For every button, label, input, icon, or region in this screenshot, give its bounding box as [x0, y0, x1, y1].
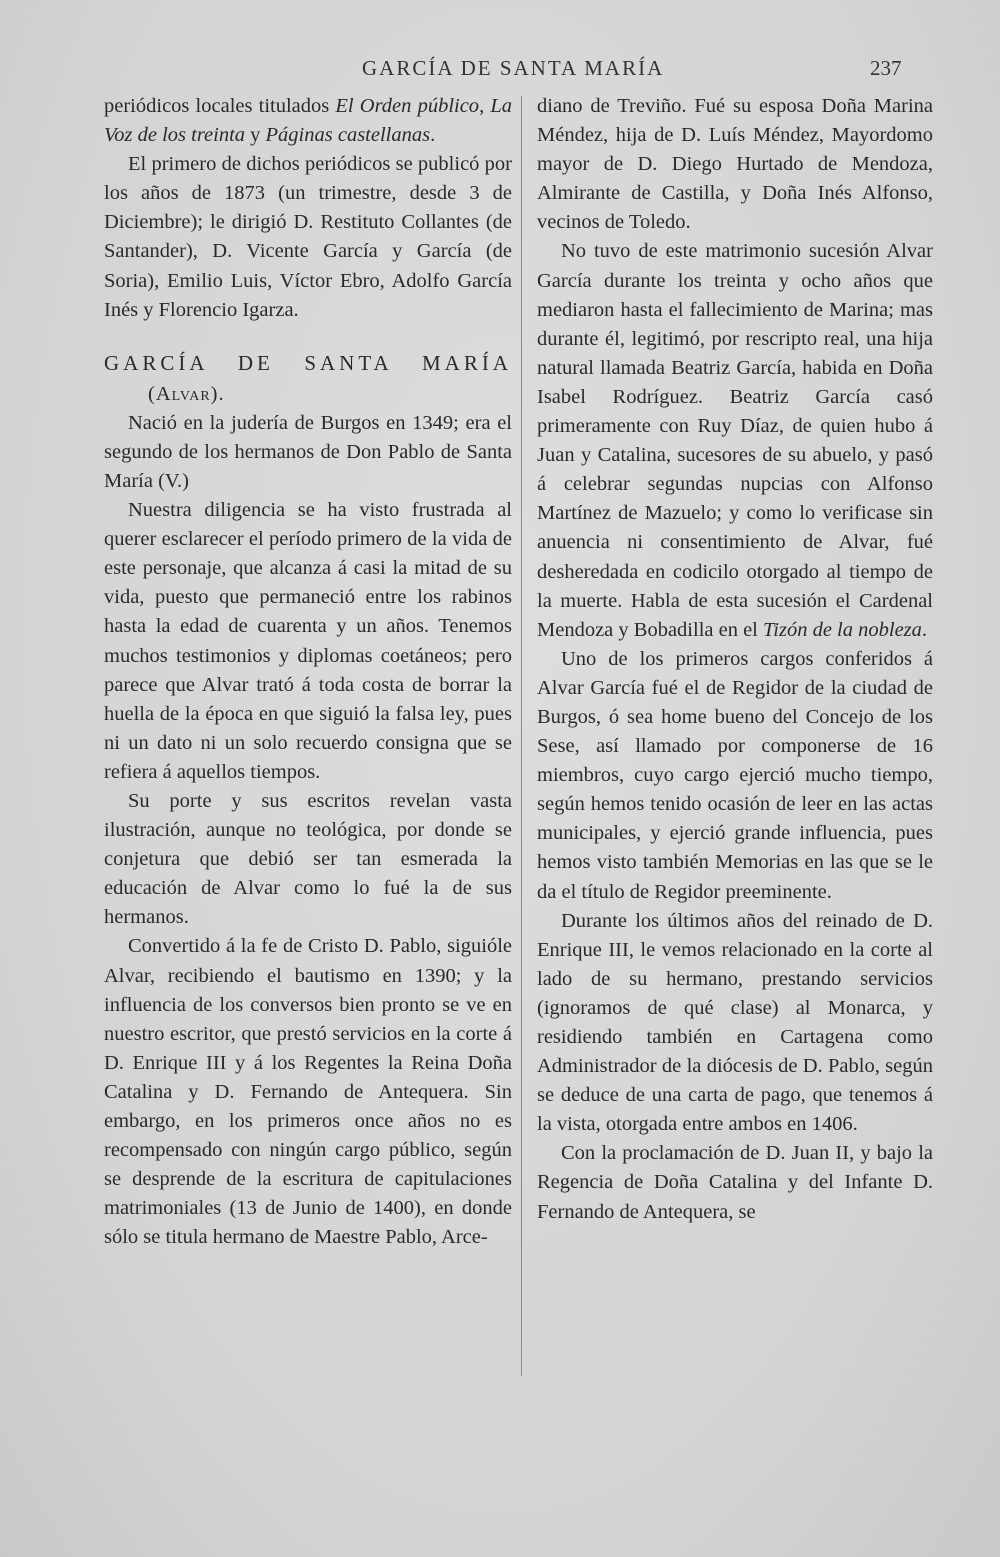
- text-run: No tuvo de este matrimonio sucesión Alvar García durante los treinta y ocho años que mediaron hasta el fallecimiento de Marina; mas durante él, legitimó, por rescripto real, una hija natural llamada Beatriz García, habida en Doña Isabel Rodríguez. Beatriz García casó primeramente con Ruy Díaz, de quien hubo á Juan y Catalina, sucesores de su abuelo, y pasó á celebrar segundas nupcias con Alfonso Martínez de Mazuelo; y como lo verificase sin anuencia ni consentimiento de Alvar, fué desheredada en codicilo otorgado al tiempo de la muerte. Habla de esta sucesión el Cardenal Mendoza y Bobadilla en el: [537, 240, 933, 641]
- text-run: .: [921, 618, 928, 641]
- paragraph: Su porte y sus escritos revelan vasta ilustración, aunque no teológica, por donde se conjetura que debió ser tan esmerada la educación de Alvar como lo fué la de sus hermanos.: [104, 789, 512, 929]
- running-head: [0, 56, 1000, 86]
- paragraph: El primero de dichos periódicos se publicó por los años de 1873 (un trimestre, desde 3 de Diciembre); le dirigió D. Restituto Collantes (de Santander), D. Vicente García y García (de Soria), Emilio Luis, Víctor Ebro, Adolfo García Inés y Florencio Igarza.: [104, 153, 512, 321]
- entry-name: Alvar: [155, 382, 211, 405]
- right-column: [537, 92, 933, 1227]
- paren-close: ).: [210, 382, 225, 405]
- paragraph: Convertido á la fe de Cristo D. Pablo, siguióle Alvar, recibiendo el bautismo en 1390; y la influencia de los conversos bien pronto se ve en nuestro escritor, que prestó servicios en la corte á D. Enrique III y á los Regentes la Reina Doña Catalina y D. Fernando de Antequera. Sin embargo, en los primeros once años no es recompensado con ningún cargo público, según se desprende de la escritura de capitulaciones matrimoniales (13 de Junio de 1400), en donde sólo se titula hermano de Maestre Pablo, Arce-: [104, 935, 512, 1249]
- periodical-title: El Orden público: [335, 95, 480, 117]
- paren-open: (: [148, 382, 156, 405]
- periodical-title: La Voz de los treinta: [104, 95, 513, 147]
- paragraph-continuation: diano de Treviño. Fué su esposa Doña Marina Méndez, hija de D. Luís Méndez, Mayordomo mayor de D. Diego Hurtado de Mendoza, Almirante de Castilla, y Doña Inés Alfonso, vecinos de Toledo.: [537, 95, 933, 234]
- book-title: Tizón de la nobleza: [763, 618, 922, 641]
- text-run: ,: [479, 95, 491, 117]
- entry-subheading: [148, 379, 512, 409]
- entry-heading: GARCÍA DE SANTA MARÍA: [104, 350, 512, 375]
- text-run: .: [430, 124, 436, 147]
- paragraph: Nuestra diligencia se ha visto frustrada al querer esclarecer el período primero de la vida de este personaje, que alcanza á casi la mitad de su vida, puesto que permaneció entre los rabinos hasta la edad de cuarenta y un años. Tenemos muchos testimonios y diplomas coetáneos; pero parece que Alvar trató á toda costa de borrar la huella de la época en que siguió la falsa ley, pues ni un dato ni un solo recuerdo consigna que se refiera á aquellos tiempos.: [104, 499, 512, 783]
- paragraph: [537, 237, 933, 644]
- paragraph: Nació en la judería de Burgos en 1349; era el segundo de los hermanos de Don Pablo de Santa María (V.): [104, 411, 512, 492]
- text-run: periódicos locales titulados: [104, 95, 336, 117]
- paragraph: Durante los últimos años del reinado de D. Enrique III, le vemos relacionado en la corte al lado de su hermano, prestando servicios (ignoramos de qué clase) al Monarca, y residiendo también en Cartagena como Administrador de la diócesis de D. Pablo, según se deduce de una carta de pago, que tenemos á la vista, otorgada entre ambos en 1406.: [537, 909, 933, 1136]
- column-rule: [521, 96, 522, 1376]
- paragraph-continuation: [104, 92, 512, 150]
- running-title: GARCÍA DE SANTA MARÍA: [362, 56, 665, 80]
- page-number: 237: [870, 56, 902, 80]
- left-column: [104, 92, 512, 1252]
- periodical-title: Páginas castellanas: [265, 124, 431, 147]
- paragraph: Uno de los primeros cargos conferidos á Alvar García fué el de Regidor de la ciudad de Burgos, ó sea home bueno del Concejo de los Sese, así llamado por componerse de 16 miembros, cuyo cargo ejerció mucho tiempo, según hemos tenido ocasión de leer en las actas municipales, y ejerció grande influencia, pues hemos visto también Memorias en las que se le da el título de Regidor preeminente.: [537, 647, 933, 903]
- text-run: y: [245, 124, 266, 147]
- paragraph: Con la proclamación de D. Juan II, y bajo la Regencia de Doña Catalina y del Infante D. Fernando de Antequera, se: [537, 1142, 933, 1223]
